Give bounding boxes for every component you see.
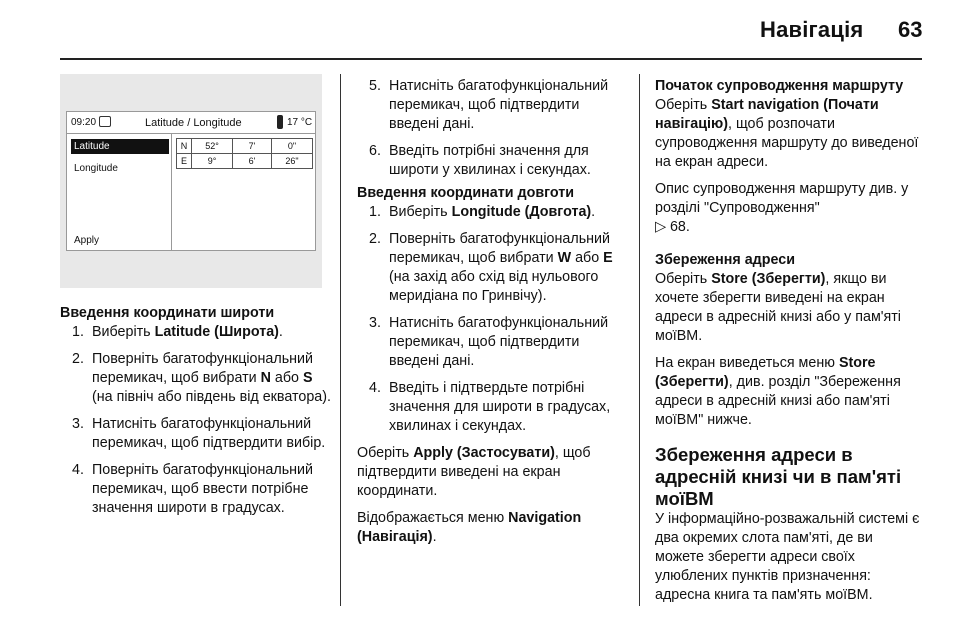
list-item: 2. Поверніть багатофункціональний перемикач, щоб вибрати W або E (на захід або схід від нульового меридіана по Гринвічу). [369,231,613,304]
screen-title: Latitude / Longitude [145,117,242,129]
display-screenshot [60,74,322,288]
screen-divider [171,134,172,251]
list-item: 5. Натисніть багатофункціональний перемикач, щоб підтвердити введені дані. [369,78,609,132]
list-item: 3. Натисніть багатофункціональний перемикач, щоб підтвердити введені дані. [369,315,609,369]
table-row [177,154,313,169]
paragraph: Оберіть Store (Зберегти), якщо ви хочете зберегти виведені на екран адреси в адресній книзі або у пам'яті моїВМ. [655,271,901,344]
table-cell[interactable]: 52° [192,139,233,154]
table-cell[interactable]: 7' [233,139,272,154]
list-item: 4. Введіть і підтвердьте потрібні значення для широти в градусах, хвилинах і секундах. [369,380,611,434]
list-item: 1. Виберіть Latitude (Широта). [72,324,283,340]
list-item: 6. Введіть потрібні значення для широти у хвилинах і секундах. [369,143,591,178]
paragraph: Опис супроводження маршруту див. у розділі "Супроводження" ▷ 68. [655,181,909,235]
temperature: 17 °C [287,117,313,128]
coordinate-table [176,138,313,169]
menu-item-apply[interactable]: Apply [74,235,100,246]
page-reference-icon: ▷ [655,219,670,235]
section-heading: Введення координати довготи [357,185,575,201]
back-icon [99,116,111,127]
section-heading: Введення координати широти [60,305,275,321]
section-heading: Збереження адреси [655,252,795,268]
section-heading: Початок супроводження маршруту [655,78,904,94]
table-cell[interactable]: 6' [233,154,272,169]
table-cell[interactable]: 9° [192,154,233,169]
thermometer-icon [277,115,283,129]
paragraph: У інформаційно-розважальній системі є два окремих слота пам'яті, де ви можете зберегти адреси своїх улюблених пунктів призначення: адресна книга та пам'ять моїВМ. [655,511,920,603]
column-1 [60,304,332,518]
page-reference[interactable]: 68. [669,219,690,235]
screen-status-bar [67,112,315,134]
column-divider-2 [639,74,640,606]
paragraph: Оберіть Apply (Застосувати), щоб підтвердити виведені на екран координати. [357,445,591,499]
paragraph: Оберіть Start navigation (Почати навігацію), щоб розпочати супроводження маршруту до виведеної на екран адреси. [655,97,919,170]
column-2 [357,77,629,547]
list-item: 1. Виберіть Longitude (Довгота). [369,204,596,220]
page-header-title: Навігація [760,17,864,42]
list-item: 3. Натисніть багатофункціональний перемикач, щоб підтвердити вибір. [72,416,326,451]
menu-item-longitude[interactable]: Longitude [74,163,118,174]
table-cell[interactable]: 26" [272,154,313,169]
column-3 [655,77,923,605]
section-heading-large: Збереження адреси в адресній книзі чи в пам'яті моїВМ [655,444,902,509]
column-divider-1 [340,74,341,606]
clock: 09:20 [71,117,97,128]
paragraph: Відображається меню Navigation (Навігація). [357,510,582,545]
header-rule [60,58,922,60]
table-cell: E [177,154,192,169]
list-item: 4. Поверніть багатофункціональний перемикач, щоб ввести потрібне значення широти в градусах. [72,462,314,516]
paragraph: На екран виведеться меню Store (Зберегти), див. розділ "Збереження адреси в адресній книзі або пам'яті моїВМ" нижче. [655,355,901,428]
table-cell: N [177,139,192,154]
table-cell[interactable]: 0" [272,139,313,154]
menu-item-latitude[interactable]: Latitude [71,139,169,154]
page-number: 63 [898,17,923,42]
table-row [177,139,313,154]
display-screen [66,111,316,251]
list-item: 2. Поверніть багатофункціональний перемикач, щоб вибрати N або S (на північ або південь від екватора). [72,351,331,405]
